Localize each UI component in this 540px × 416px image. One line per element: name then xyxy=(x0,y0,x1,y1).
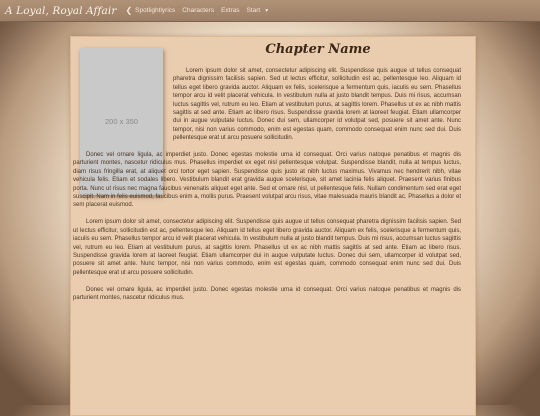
paragraph: Lorem ipsum dolor sit amet, consectetur adipiscing elit. Suspendisse quis augue ut tellus consequat pharetra dignissim facilisis sapien. Sed ut lectus efficitur, sollicitudin est ac, pellentesque leo. Aliquam id tellus eget libero gravida auctor. Aliquam ex felis, scelerisque a fermentum quis, iaculis eu sem. Phasellus tempor arcu id velit placerat vehicula. In vestibulum nulla at justo blandit tempus. Duis mi risus, accumsan luctus sagittis vel, rutrum eu leo. Etiam at vestibulum purus, at sagittis lorem. Phasellus ut ex ac nibh mattis sagittis at sed ante. Etiam ac libero risus. Suspendisse gravida lorem at laoreet feugiat. Etiam ullamcorper dui in augue vulputate luctus. Donec dui sem, ullamcorper id volutpat sed, posuere sit amet ante. Nunc tempor, nisi non varius commodo, enim est egestas quam, commodo consequat enim nunc sed dui. Duis pellentesque erat ut arcu posuere sollicitudin. xyxy=(73,219,461,276)
nav-item-label: Spotlightlyrics xyxy=(135,7,176,14)
placeholder-label: 200 x 350 xyxy=(105,117,138,126)
nav-item-label: Start xyxy=(246,7,261,14)
nav-item-characters[interactable] xyxy=(182,7,214,14)
nav-menu xyxy=(125,7,276,15)
chevron-left-icon: ❮ xyxy=(125,5,133,15)
paragraph: Lorem ipsum dolor sit amet, consectetur adipiscing elit. Suspendisse quis augue ut tellus consequat pharetra dignissim facilisis sapien. Sed ut lectus efficitur, sollicitudin est ac, pellentesque leo. Aliquam id tellus eget libero gravida auctor. Aliquam ex felis, scelerisque a fermentum quis, iaculis eu sem. Phasellus tempor arcu id velit placerat vehicula. In vestibulum nulla at justo blandit tempus. Duis mi risus, accumsan luctus sagittis vel, rutrum eu leo. Etiam at vestibulum purus, at sagittis lorem. Phasellus ut ex ac nibh mattis sagittis at sed ante. Etiam ac libero risus. Suspendisse gravida lorem at laoreet feugiat. Etiam ullamcorper dui in augue vulputate luctus. Donec dui sem, ullamcorper id volutpat sed, posuere sit amet ante. Nunc tempor, nisi non varius commodo, enim est egestas quam, commodo consequat enim nunc sed dui. Duis pellentesque erat ut arcu posuere sollicitudin. xyxy=(173,68,461,142)
paragraph: Donec vel ornare ligula, ac imperdiet justo. Donec egestas molestie urna id consequat. Orci varius natoque penatibus et magnis dis parturient montes, nascetur ridiculus mus. xyxy=(73,286,461,301)
nav-item-extras[interactable] xyxy=(221,7,239,14)
nav-item-start-dropdown[interactable] xyxy=(247,7,270,14)
nav-item-spotlightlyrics[interactable] xyxy=(125,7,175,15)
site-brand[interactable]: A Loyal, Royal Affair xyxy=(5,4,117,17)
nav-item-label: Extras xyxy=(221,7,240,14)
top-navbar xyxy=(0,0,540,22)
caret-down-icon: ▼ xyxy=(264,7,270,14)
paragraph: Donec vel ornare ligula, ac imperdiet justo. Donec egestas molestie urna id consequat. Orci varius natoque penatibus et magnis dis parturient montes, nascetur ridiculus mus. Phasellus imperdiet ex eget nisl pellentesque volutpat. Suspendisse blandit, nulla at tempus luctus, diam risus fringilla erat, at aliquet orci tortor eget sapien. Suspendisse quis justo at nibh luctus maximus. Vivamus nec hendrerit nibh, vitae vehicula felis. Etiam et sodales libero. Vestibulum blandit erat gravida augue scelerisque, sit amet lacinia felis aliquet. Praesent varius finibus porta. Nunc ut risus nec magna faucibus venenatis aliquet eget ante. Sed et ornare nisl, ut pellentesque felis. Nullam condimentum sed erat eget suscipit. Nam in felis euismod, faucibus enim a, mollis purus. Praesent volutpat arcu risus, vitae malesuada mauris blandit ac. Phasellus a dolor et sem placerat euismod. xyxy=(73,152,461,209)
chapter-title: Chapter Name xyxy=(265,42,371,57)
nav-item-label: Characters xyxy=(182,7,215,14)
